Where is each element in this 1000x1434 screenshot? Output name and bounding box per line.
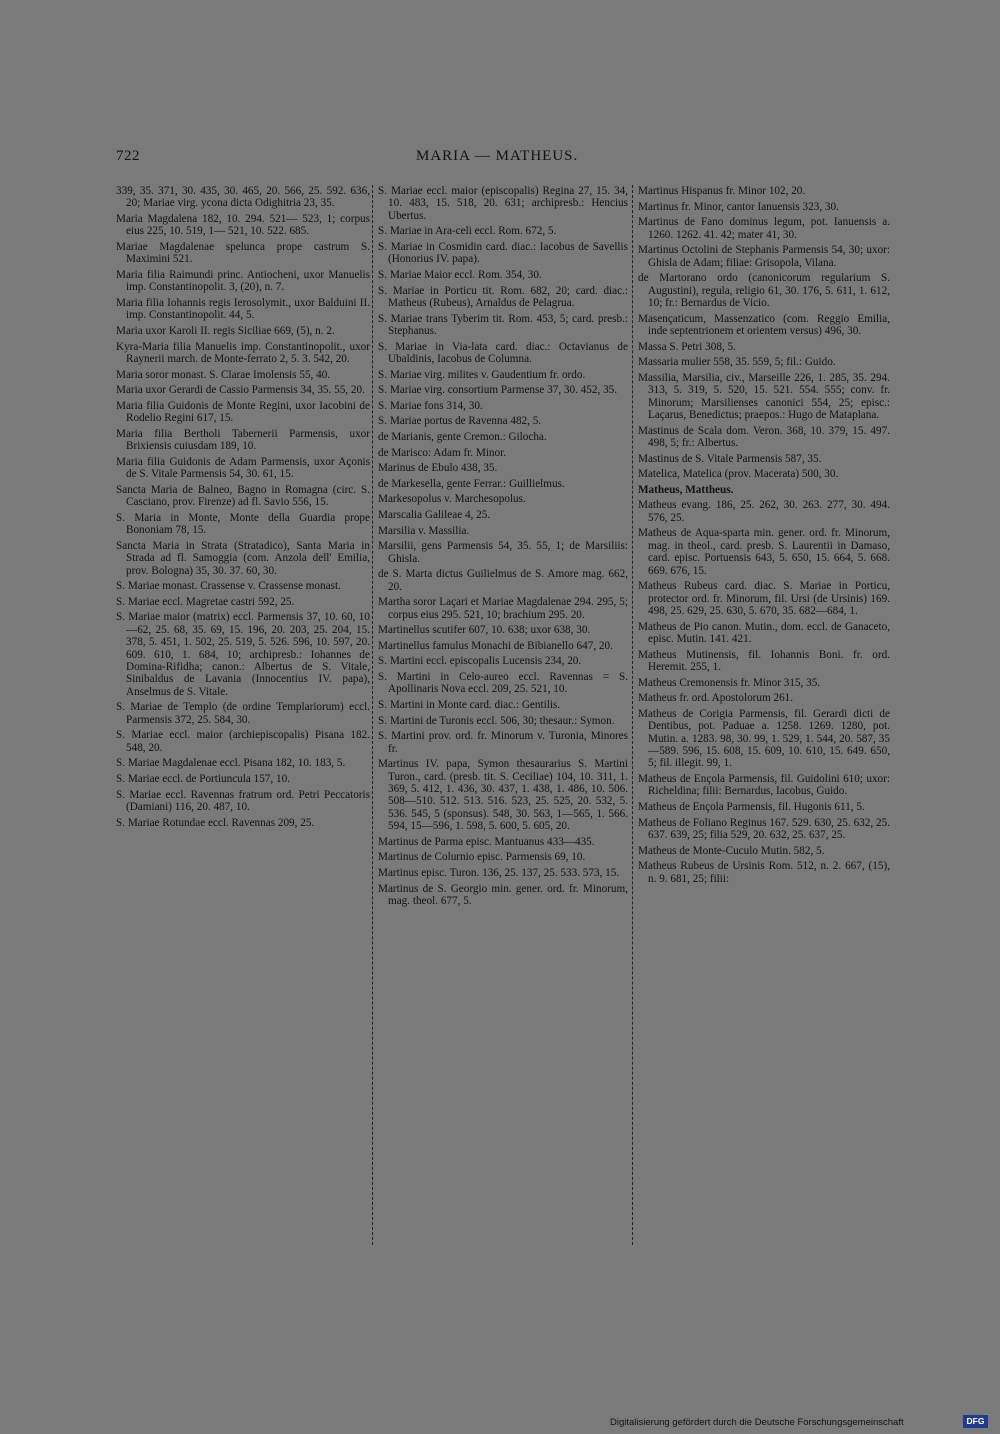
index-entry: S. Mariae Rotundae eccl. Ravennas 209, 25. — [116, 816, 315, 829]
index-entry: Marinus de Ebulo 438, 35. — [378, 462, 498, 475]
index-entry: S. Mariae virg. milites v. Gaudentium fr. ordo. — [378, 368, 586, 381]
index-entry: Matheus de Pio canon. Mutin., dom. eccl. de Ganaceto, episc. Mutin. 141. 421. — [638, 620, 890, 645]
index-entry: Matheus Cremonensis fr. Minor 315, 35. — [638, 676, 821, 689]
index-entry: S. Mariae in Ara-celi eccl. Rom. 672, 5. — [378, 225, 557, 238]
index-entry: Martha soror Laçari et Mariae Magdalenae 294. 295, 5; corpus eius 295. 521, 10; brachium 295. 20. — [378, 596, 628, 621]
index-entry: Sancta Maria de Balneo, Bagno in Romagna (circ. S. Casciano, prov. Firenze) ad fl. Savio 556, 15. — [116, 483, 370, 509]
index-entry: S. Mariae Magdalenae eccl. Pisana 182, 10. 183, 5. — [116, 757, 346, 770]
index-entry: Matheus de Ençola Parmensis, fil. Hugonis 611, 5. — [638, 801, 865, 813]
index-entry: S. Mariae trans Tyberim tit. Rom. 453, 5; card. presb.: Stephanus. — [378, 312, 628, 337]
page-header — [116, 148, 891, 172]
index-entry: S. Mariae eccl. Ravennas fratrum ord. Petri Peccatoris (Damiani) 116, 20. 487, 10. — [116, 788, 370, 813]
index-entry: Matheus fr. ord. Apostolorum 261. — [638, 692, 794, 705]
index-column-2 — [378, 185, 628, 911]
index-entry: Marsilii, gens Parmensis 54, 35. 55, 1; de Marsiliis: Ghisla. — [378, 540, 628, 565]
index-entry: S. Martini eccl. episcopalis Lucensis 234, 20. — [378, 655, 582, 668]
index-entry: Martinus Octolini de Stephanis Parmensis 54, 30; uxor: Ghisla de Adam; filiae: Grisopola, Vilana. — [638, 244, 890, 269]
index-entry: S. Mariae de Templo (de ordine Templariorum) eccl. Parmensis 372, 25. 584, 30. — [116, 701, 370, 726]
index-entry: Massa S. Petri 308, 5. — [638, 340, 736, 353]
index-entry: Martinus de S. Georgio min. gener. ord. fr. Minorum, mag. theol. 677, 5. — [378, 882, 628, 907]
index-entry: Martinus IV. papa, Symon thesaurarius S. Martini Turon., card. (presb. tit. S. Ceciliae) 104, 10. 311, 1. 369, 5. 412, 1. 436, 30. 437, 1. 438, 1. 486, 10. 506. 508—510. 512. 513. 516. 523, 25. 525, 20. 532, 5. 536. 545, 5 (sponsus). 548, 30. 563, 1—565, 1. 566. 594, 15—596, 1. 598, 5. 600, 5. 605, 20. — [378, 758, 628, 833]
index-entry: Martinellus famulus Monachi de Bibianello 647, 20. — [378, 639, 613, 652]
index-entry: S. Mariae monast. Crassense v. Crassense monast. — [116, 580, 341, 593]
index-entry: Marsilia v. Massilia. — [378, 524, 470, 537]
column-divider — [632, 185, 634, 1245]
index-entry: Masençaticum, Massenzatico (com. Reggio Emilia, inde septentrionem et orientem versus) 496, 30. — [638, 312, 890, 337]
index-entry: Martinus de Parma episc. Mantuanus 433—435. — [378, 835, 595, 848]
index-column-3 — [638, 185, 890, 888]
index-entry: de Martorano ordo (canonicorum regularium S. Augustini), regula, religio 61, 30. 176, 5. 611, 1. 612, 10; fr.: Bernardus de Vicio. — [638, 272, 890, 309]
index-entry: S. Maria in Monte, Monte della Guardia prope Bononiam 78, 15. — [116, 511, 370, 537]
index-entry: S. Mariae fons 314, 30. — [378, 399, 483, 412]
index-entry: S. Martini prov. ord. fr. Minorum v. Turonia, Minores fr. — [378, 730, 628, 755]
index-entry: S. Mariae virg. consortium Parmense 37, 30. 452, 35. — [378, 384, 618, 397]
index-entry: Martinus Hispanus fr. Minor 102, 20. — [638, 185, 806, 197]
index-entry: Mariae Magdalenae spelunca prope castrum S. Maximini 521. — [116, 241, 370, 266]
index-entry: 339, 35. 371, 30. 435, 30. 465, 20. 566, 25. 592. 636, 20; Mariae virg. ycona dicta Odighitria 23, 35. — [116, 185, 370, 210]
index-entry: S. Mariae maior (matrix) eccl. Parmensis 37, 10. 60, 10—62, 25. 68, 35. 69, 15. 196, 20. 203, 25. 204, 15. 378, 5. 451, 1. 502, 25. 519, 5. 526. 596, 10. 597, 20. 609. 610, 1. 684, 10; archipresb.: Iohannes de Domina-Rifidha; canon.: Albertus de S. Vitale, Sinibaldus de Lavania (Innocentius IV. papa), Anselmus de S. Vitale. — [116, 611, 370, 698]
index-column-1 — [116, 185, 370, 832]
running-title: MARIA — MATHEUS. — [416, 148, 579, 164]
index-entry: Maria soror monast. S. Clarae Imolensis 55, 40. — [116, 368, 331, 381]
index-entry: de Markesella, gente Ferrar.: Guillielmus. — [378, 477, 565, 490]
index-entry: Mastinus de S. Vitale Parmensis 587, 35. — [638, 452, 822, 465]
index-entry: Maria uxor Karoli II. regis Siciliae 669, (5), n. 2. — [116, 325, 335, 337]
index-entry: Maria filia Raimundi princ. Antiocheni, uxor Manuelis imp. Constantinopolit. 3, (20), n. 7. — [116, 269, 370, 294]
index-entry: Matheus Mutinensis, fil. Iohannis Boni. fr. ord. Heremit. 255, 1. — [638, 648, 890, 673]
index-entry: Maria filia Iohannis regis Ierosolymit., uxor Balduini II. imp. Constantinopolit. 44, 5. — [116, 297, 370, 322]
index-entry: S. Mariae in Via-lata card. diac.: Octavianus de Ubaldinis, Iacobus de Columna. — [378, 340, 628, 365]
index-entry: Matheus de Aqua-sparta min. gener. ord. fr. Minorum, mag. in theol., card. presb. S. Laurentii in Damaso, card. episc. Portuensis 643, 5. 650, 15. 664, 5. 668. 669. 676, 15. — [638, 527, 890, 577]
index-entry: Mastinus de Scala dom. Veron. 368, 10. 379, 15. 497. 498, 5; fr.: Albertus. — [638, 424, 890, 449]
index-entry: Matheus Rubeus de Ursinis Rom. 512, n. 2. 667, (15), n. 9. 681, 25; filii: — [638, 860, 890, 885]
page-number: 722 — [116, 148, 140, 164]
index-entry: Maria Magdalena 182, 10. 294. 521— 523, 1; corpus eius 225, 10. 519, 1— 521, 10. 522. 685. — [116, 213, 370, 238]
index-entry: Marscalia Galileae 4, 25. — [378, 508, 491, 521]
index-entry: Markesopolus v. Marchesopolus. — [378, 493, 526, 506]
index-entry: Martinellus scutifer 607, 10. 638; uxor 638, 30. — [378, 624, 591, 637]
footer — [610, 1415, 990, 1431]
index-entry: de Marisco: Adam fr. Minor. — [378, 446, 507, 459]
dfg-logo: DFG — [963, 1415, 988, 1428]
index-entry: S. Mariae eccl. maior (archiepiscopalis) Pisana 182. 548, 20. — [116, 729, 370, 754]
index-entry: Sancta Maria in Strata (Stratadico), Santa Maria in Strada ad fl. Samoggia (com. Anzola dell' Emilia, prov. Bologna) 35, 30. 37. 60, 30. — [116, 539, 370, 577]
index-entry: Maria filia Guidonis de Adam Parmensis, uxor Açonis de S. Vitale Parmensis 54, 30. 61, 15. — [116, 455, 370, 481]
index-entry: Matelica, Matelica (prov. Macerata) 500, 30. — [638, 468, 839, 481]
index-entry: Matheus de Monte-Cuculo Mutin. 582, 5. — [638, 844, 825, 857]
index-entry: S. Mariae Maior eccl. Rom. 354, 30. — [378, 269, 542, 281]
index-entry: Martinus de Colurnio episc. Parmensis 69, 10. — [378, 851, 586, 864]
index-entry: S. Mariae in Cosmidin card. diac.: Iacobus de Savellis (Honorius IV. papa). — [378, 241, 628, 266]
index-entry: S. Mariae eccl. maior (episcopalis) Regina 27, 15. 34, 10. 483, 15. 518, 20. 631; archipresb.: Hencius Ubertus. — [378, 185, 628, 222]
index-entry: Maria filia Guidonis de Monte Regini, uxor Iacobini de Rodelio Regini 617, 15. — [116, 399, 370, 425]
index-entry: S. Mariae in Porticu tit. Rom. 682, 20; card. diac.: Matheus (Rubeus), Arnaldus de Pelagrua. — [378, 284, 628, 309]
index-entry: Maria uxor Gerardi de Cassio Parmensis 34, 35. 55, 20. — [116, 384, 365, 397]
index-entry: S. Martini in Celo-aureo eccl. Ravennas = S. Apollinaris Nova eccl. 209, 25. 521, 10. — [378, 670, 628, 696]
index-entry: S. Mariae portus de Ravenna 482, 5. — [378, 415, 542, 428]
index-entry: de Marianis, gente Cremon.: Gilocha. — [378, 430, 547, 443]
index-entry: de S. Marta dictus Guilielmus de S. Amore mag. 662, 20. — [378, 568, 628, 593]
index-entry: Martinus fr. Minor, cantor Ianuensis 323, 30. — [638, 200, 839, 213]
index-entry: S. Martini in Monte card. diac.: Gentilis. — [378, 698, 561, 711]
index-entry: Kyra-Maria filia Manuelis imp. Constantinopolit., uxor Raynerii march. de Monte-ferrato 2, 5. 3. 542, 20. — [116, 340, 370, 365]
index-entry: S. Mariae eccl. Magretae castri 592, 25. — [116, 595, 295, 608]
index-entry: Matheus evang. 186, 25. 262, 30. 263. 277, 30. 494. 576, 25. — [638, 499, 890, 524]
index-entry: Matheus de Ençola Parmensis, fil. Guidolini 610; uxor: Richeldina; filii: Bernardus, Iacobus, Guido. — [638, 773, 890, 798]
index-entry: Maria filia Bertholi Tabernerii Parmensis, uxor Brixiensis cuiusdam 189, 10. — [116, 427, 370, 453]
index-entry: Matheus de Foliano Reginus 167. 529. 630, 25. 632, 25. 637. 639, 25; filia 529, 20. 632, 25. 637, 25. — [638, 816, 890, 841]
index-entry: S. Mariae eccl. de Portiuncula 157, 10. — [116, 773, 290, 785]
index-entry: Matheus, Mattheus. — [638, 483, 734, 496]
index-entry: S. Martini de Turonis eccl. 506, 30; thesaur.: Symon. — [378, 714, 615, 727]
index-entry: Martinus de Fano dominus legum, pot. Ianuensis a. 1260. 1262. 41. 42; mater 41, 30. — [638, 216, 890, 241]
column-divider — [372, 185, 374, 1245]
index-entry: Martinus episc. Turon. 136, 25. 137, 25. 533. 573, 15. — [378, 866, 620, 879]
funding-credit: Digitalisierung gefördert durch die Deutsche Forschungsgemeinschaft — [610, 1417, 904, 1428]
index-entry: Matheus Rubeus card. diac. S. Mariae in Porticu, protector ord. fr. Minorum, fil. Ursi (de Ursinis) 169. 498, 25. 629, 25. 630, 5. 670, 35. 682—684, 1. — [638, 580, 890, 617]
index-entry: Massilia, Marsilia, civ., Marseille 226, 1. 285, 35. 294. 313, 5. 319, 5. 520, 15. 521. 554. 555; conv. fr. Minorum; Marsilienses canonici 554, 25; episc.: Laçarus, Benedictus; praepos.: Hugo de Mataplana. — [638, 371, 890, 421]
index-entry: Massaria mulier 558, 35. 559, 5; fil.: Guido. — [638, 356, 836, 369]
index-entry: Matheus de Corigia Parmensis, fil. Gerardi dicti de Dentibus, pot. Paduae a. 1258. 1269. 1280, pot. Mutin. a. 1283. 98, 30. 99, 1. 529, 1. 544, 20. 587, 35—589. 596, 15. 608, 15. 609, 10. 610, 15. 649. 650, 5; fil. illegit. 99, 1. — [638, 707, 890, 770]
